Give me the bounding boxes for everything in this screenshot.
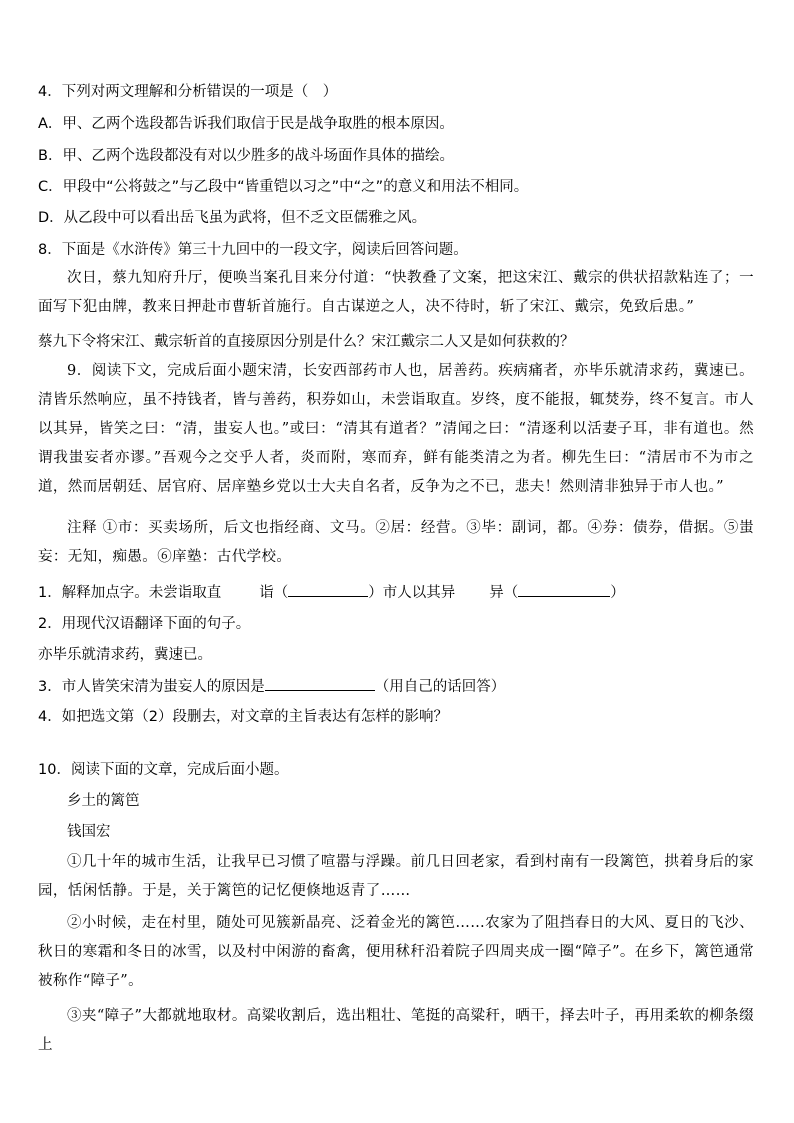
q4-option-b: B．甲、乙两个选段都没有对以少胜多的战斗场面作具体的描绘。 [38, 148, 454, 164]
q9-annotation: 注释 ①市：买卖场所，后文也指经商、文马。②居：经营。③毕：副词，都。④券：债券，借据。⑤蚩妄：无知，痴愚。⑥庠塾：古代学校。 [38, 520, 754, 565]
answer-blank-reason[interactable] [265, 676, 375, 691]
q9-sub1-mid: ）市人以其异 [368, 585, 456, 601]
q10-stem: 10．阅读下面的文章，完成后面小题。 [38, 762, 289, 778]
answer-blank-zhi[interactable] [288, 582, 368, 597]
q9-sub3-hint: （用自己的话回答） [374, 679, 506, 695]
article-paragraph-2: ②小时候，走在村里，随处可见簇新晶亮、泛着金光的篱笆……农家为了阻挡春日的大风、夏日的飞沙、秋日的寒霜和冬日的冰雪，以及村中闲游的畜禽，便用秫秆沿着院子四周夹成一圈“障子”。在乡下，篱笆通常被称作“障子”。 [38, 915, 754, 989]
q4-stem: 4．下列对两文理解和分析错误的一项是（ ） [38, 84, 338, 100]
q9-sub1-zhi-label: 诣（ [259, 585, 289, 601]
article-title: 乡土的篱笆 [67, 793, 140, 809]
q9-sub4: 4．如把选文第（2）段删去，对文章的主旨表达有怎样的影响？ [38, 709, 448, 725]
q9-sub1-prompt: 1．解释加点字。未尝诣取直 [38, 585, 222, 601]
q8-question: 蔡九下令将宋江、戴宗斩首的直接原因分别是什么？宋江戴宗二人又是如何获救的？ [38, 334, 575, 350]
q9-sub3 [38, 676, 754, 697]
q9-sub1-close: ） [610, 585, 625, 601]
q4-option-a: A．甲、乙两个选段都告诉我们取信于民是战争取胜的根本原因。 [38, 116, 454, 132]
q9-sub1 [38, 582, 754, 603]
article-author: 钱国宏 [67, 824, 111, 840]
q9-sub1-yi-label: 异（ [489, 585, 519, 601]
q8-stem: 8．下面是《水浒传》第三十九回中的一段文字，阅读后回答问题。 [38, 242, 468, 258]
answer-blank-yi[interactable] [518, 582, 610, 597]
article-paragraph-3: ③夹“障子”大都就地取材。高粱收割后，选出粗壮、笔挺的高粱秆，晒干，择去叶子，再用柔软的柳条缀上 [38, 1008, 754, 1053]
q8-passage: 次日，蔡九知府升厅，便唤当案孔目来分付道：“快教叠了文案，把这宋江、戴宗的供状招款粘连了；一面写下犯由牌，教来日押赴市曹斩首施行。自古谋逆之人，决不待时，斩了宋江、戴宗，免致后患。” [38, 270, 754, 315]
q9-sub2: 2．用现代汉语翻译下面的句子。 [38, 616, 251, 632]
q9-passage: 9．阅读下文，完成后面小题宋清，长安西部药市人也，居善药。疾病痛者，亦毕乐就清求药，冀速已。清皆乐然响应，虽不持钱者，皆与善药，积券如山，未尝诣取直。岁终，度不能报，辄焚券，终不复言。市人以其异，皆笑之曰：“清，蚩妄人也。”或曰：“清其有道者？”清闻之曰：“清逐利以活妻子耳，非有道也。然谓我蚩妄者亦谬。”吾观今之交乎人者，炎而附，寒而弃，鲜有能类清之为者。柳先生曰：“清居市不为市之道，然而居朝廷、居官府、居庠塾乡党以士大夫自名者，反争为之不已，悲夫！然则清非独异于市人也。” [38, 363, 754, 495]
q9-sub3-prompt: 3．市人皆笑宋清为蚩妄人的原因是 [38, 679, 265, 695]
article-paragraph-1: ①几十年的城市生活，让我早已习惯了喧嚣与浮躁。前几日回老家，看到村南有一段篱笆，拱着身后的家园，恬闲恬静。于是，关于篱笆的记忆便倏地返青了…… [38, 854, 754, 899]
q9-sub2-sentence: 亦毕乐就清求药，冀速已。 [38, 647, 212, 663]
q4-option-c: C．甲段中“公将鼓之”与乙段中“皆重铠以习之”中“之”的意义和用法不相同。 [38, 179, 529, 195]
q4-option-d: D．从乙段中可以看出岳飞虽为武将，但不乏文臣儒雅之风。 [38, 210, 427, 226]
